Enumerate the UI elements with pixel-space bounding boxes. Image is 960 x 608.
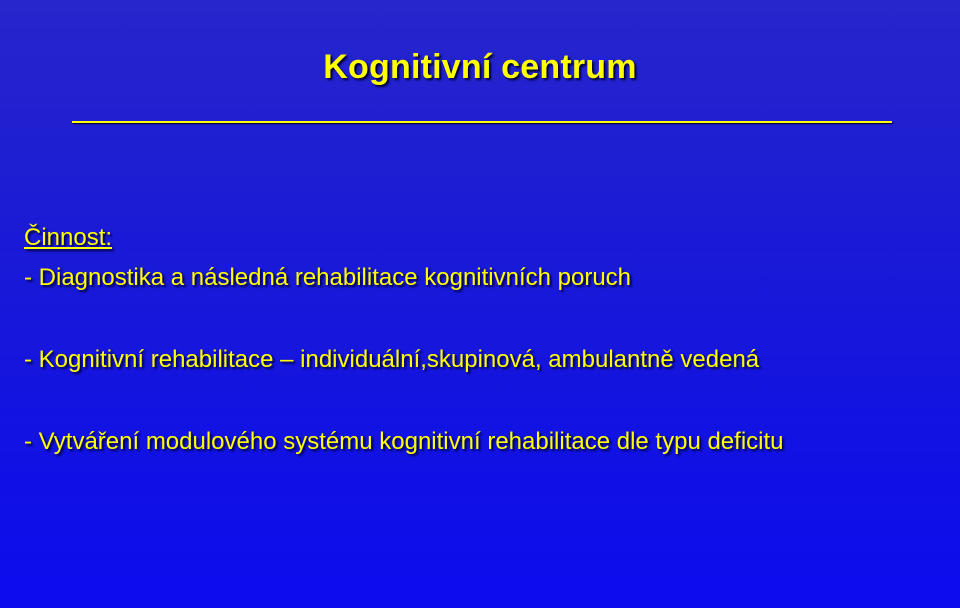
title-underline [72, 121, 892, 123]
slide-title: Kognitivní centrum [323, 48, 637, 86]
bullet-item: - Diagnostika a následná rehabilitace kognitivních poruch [24, 264, 632, 291]
bullet-item: - Kognitivní rehabilitace – individuální,skupinová, ambulantně vedená [24, 346, 760, 373]
bullet-item: - Vytváření modulového systému kognitivní rehabilitace dle typu deficitu [24, 428, 784, 455]
section-heading: Činnost: [24, 224, 113, 251]
